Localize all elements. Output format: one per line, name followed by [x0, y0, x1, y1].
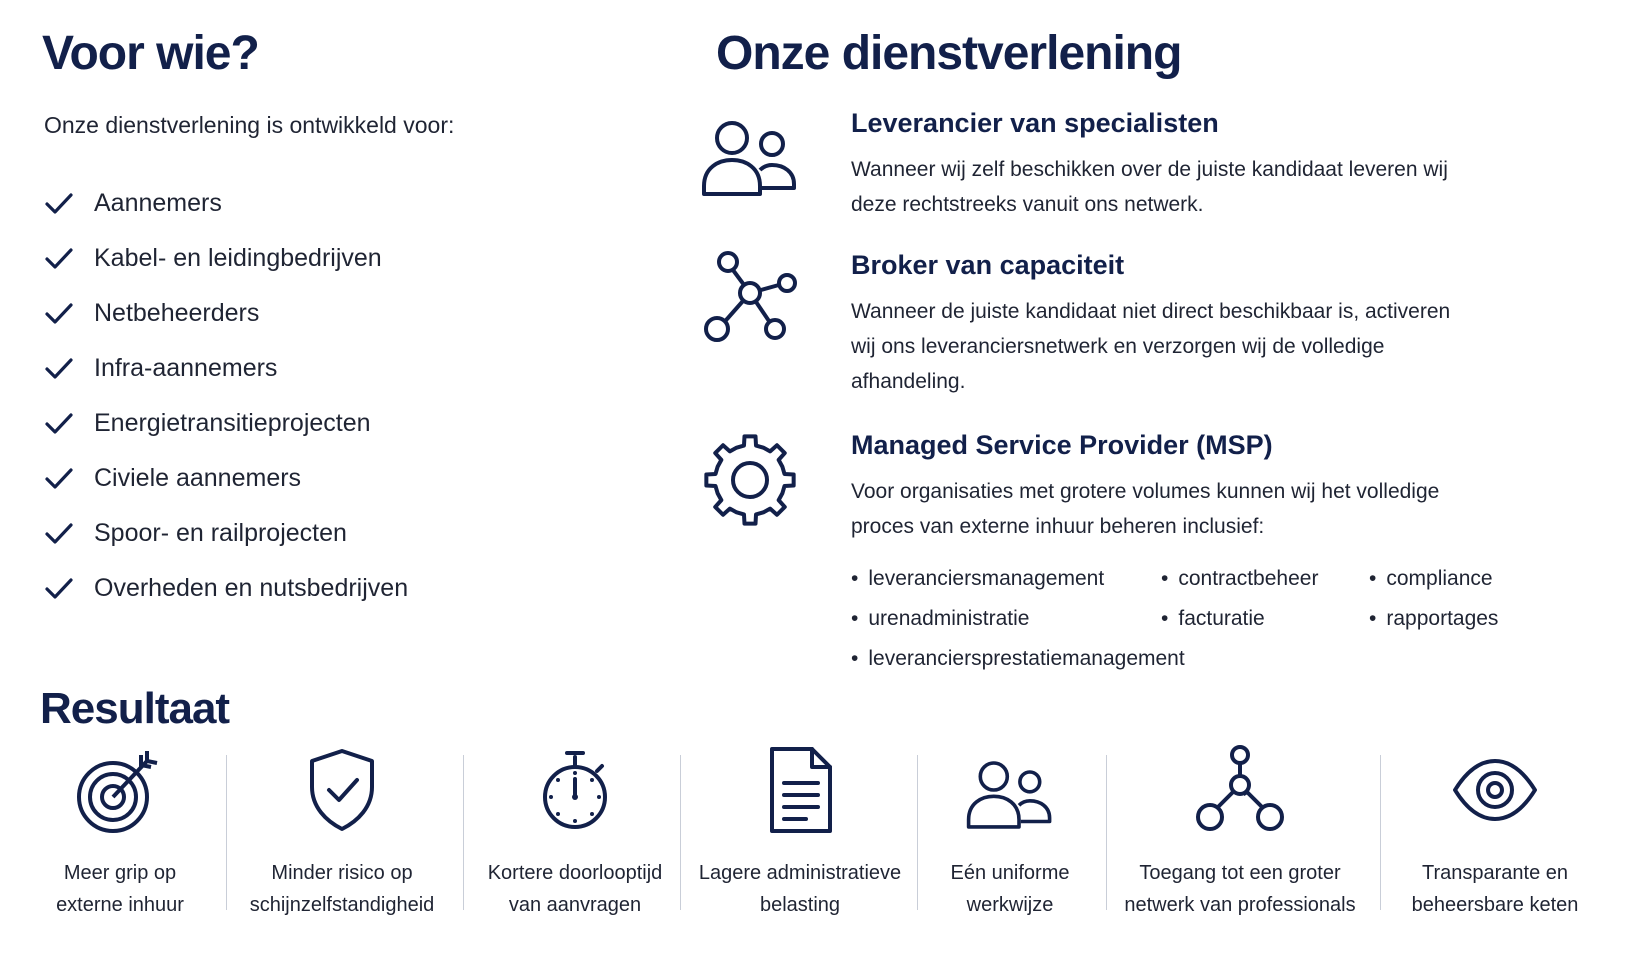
list-item — [44, 396, 408, 451]
result-item — [930, 745, 1090, 915]
service-description: Wanneer wij zelf beschikken over de juiste kandidaat leveren wij deze rechtstreeks vanuit ons netwerk. — [851, 158, 1448, 216]
list-item — [44, 561, 408, 616]
section-title-resultaat: Resultaat — [40, 684, 230, 733]
service-description: Wanneer de juiste kandidaat niet direct beschikbaar is, activeren wij ons leveranciersnetwerk en verzorgen wij de volledige afhandeling. — [851, 300, 1451, 393]
list-item-label: Civiele aannemers — [94, 464, 302, 492]
divider — [463, 755, 464, 910]
bullet-item: • facturatie — [1161, 607, 1265, 631]
bullet-item: • leveranciersprestatiemanagement — [851, 647, 1185, 671]
result-item — [1395, 745, 1595, 915]
list-item — [44, 286, 408, 341]
bullet-item: • leveranciersmanagement — [851, 567, 1104, 591]
checkmark-icon — [44, 356, 74, 382]
divider — [680, 755, 681, 910]
intro-text: Onze dienstverlening is ontwikkeld voor: — [44, 112, 455, 138]
checkmark-icon — [44, 466, 74, 492]
document-icon — [760, 745, 840, 835]
result-label: Kortere doorlooptijd van aanvragen — [487, 862, 663, 916]
result-label: Toegang tot een groter netwerk van professionals — [1124, 862, 1356, 916]
divider — [1380, 755, 1381, 910]
list-item — [44, 506, 408, 561]
bullet-item: • compliance — [1369, 567, 1493, 591]
users-icon — [700, 108, 800, 198]
result-label: Minder risico op schijnzelfstandigheid — [249, 862, 435, 916]
stopwatch-icon — [535, 745, 615, 835]
target-audience-list — [44, 176, 408, 616]
network-icon — [1190, 745, 1290, 835]
result-label: Meer grip op externe inhuur — [56, 862, 184, 916]
result-row — [0, 745, 1626, 915]
list-item-label: Kabel- en leidingbedrijven — [94, 244, 382, 272]
network-icon — [700, 250, 800, 350]
result-item — [475, 745, 675, 915]
eye-icon — [1450, 745, 1540, 835]
list-item — [44, 341, 408, 396]
checkmark-icon — [44, 521, 74, 547]
checkmark-icon — [44, 576, 74, 602]
list-item-label: Infra-aannemers — [94, 354, 278, 382]
checkmark-icon — [44, 301, 74, 327]
list-item — [44, 176, 408, 231]
bullet-item: • rapportages — [1369, 607, 1498, 631]
divider — [226, 755, 227, 910]
result-item — [1120, 745, 1360, 915]
list-item-label: Energietransitieprojecten — [94, 409, 371, 437]
divider — [917, 755, 918, 910]
service-title: Leverancier van specialisten — [851, 108, 1219, 138]
gear-icon — [700, 430, 800, 530]
service-title: Managed Service Provider (MSP) — [851, 430, 1273, 460]
users-icon — [965, 745, 1055, 835]
result-item — [690, 745, 910, 915]
checkmark-icon — [44, 191, 74, 217]
list-item-label: Aannemers — [94, 189, 222, 217]
result-item — [40, 745, 200, 915]
checkmark-icon — [44, 246, 74, 272]
list-item — [44, 231, 408, 286]
result-item — [242, 745, 442, 915]
list-item — [44, 451, 408, 506]
section-title-dienstverlening: Onze dienstverlening — [716, 27, 1182, 80]
list-item-label: Netbeheerders — [94, 299, 260, 327]
list-item-label: Overheden en nutsbedrijven — [94, 574, 409, 602]
target-icon — [75, 745, 165, 835]
result-label: Transparante en beheersbare keten — [1411, 862, 1579, 916]
divider — [1106, 755, 1107, 910]
result-label: Eén uniforme werkwijze — [950, 862, 1070, 916]
service-description: Voor organisaties met grotere volumes kunnen wij het volledige proces van externe inhuur beheren inclusief: — [851, 480, 1440, 538]
result-label: Lagere administratieve belasting — [698, 862, 902, 916]
checkmark-icon — [44, 411, 74, 437]
section-title-voor-wie: Voor wie? — [42, 27, 259, 80]
list-item-label: Spoor- en railprojecten — [94, 519, 347, 547]
shield-check-icon — [302, 745, 382, 835]
bullet-item: • contractbeheer — [1161, 567, 1318, 591]
bullet-item: • urenadministratie — [851, 607, 1029, 631]
service-title: Broker van capaciteit — [851, 250, 1125, 280]
